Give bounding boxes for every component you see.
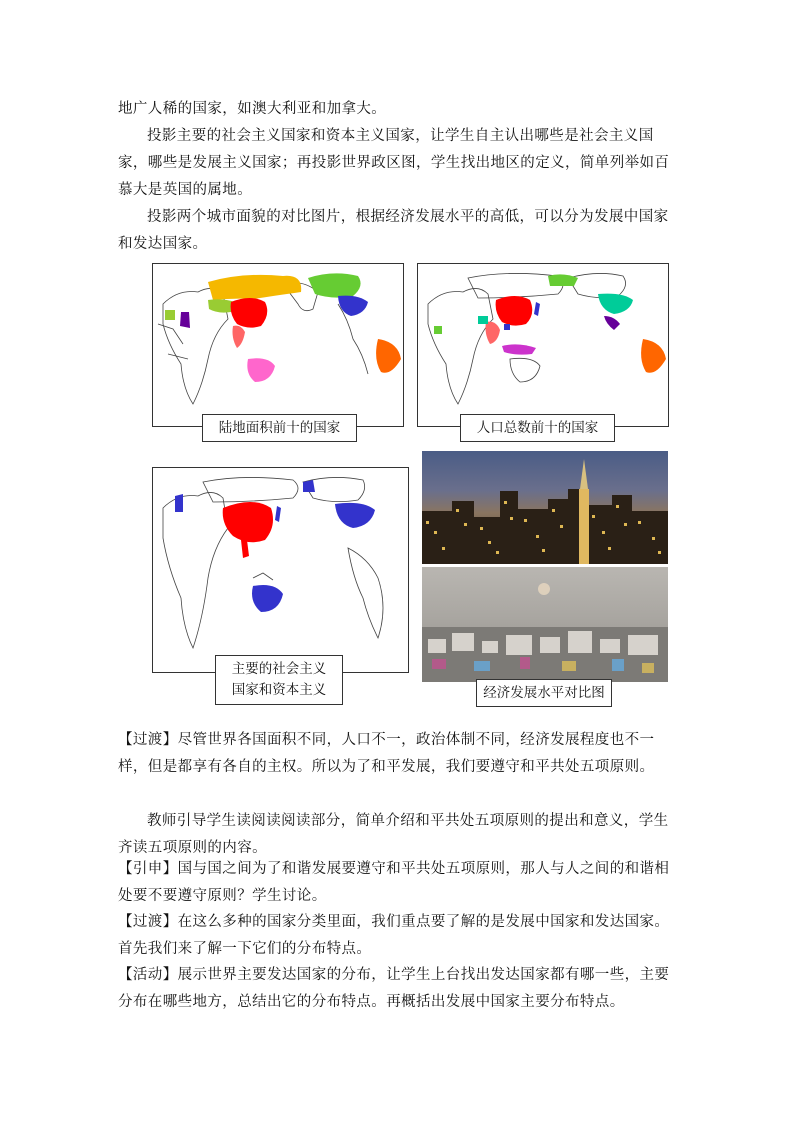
caption-political-line2: 国家和资本主义 — [231, 682, 327, 698]
japan-shape — [534, 302, 540, 316]
india-shape — [233, 326, 246, 348]
india-shape — [486, 322, 501, 344]
world-map-land-area — [153, 264, 403, 426]
caption-economic-comparison: 经济发展水平对比图 — [476, 679, 612, 707]
nigeria-shape — [434, 326, 442, 334]
caption-political-line1: 主要的社会主义 — [231, 661, 327, 677]
brazil-shape — [641, 339, 666, 373]
city-haze-skyline — [422, 567, 668, 682]
kazakh2-shape — [165, 310, 175, 320]
russia-shape — [548, 274, 578, 286]
map-political-systems — [152, 467, 409, 673]
japan-shape — [275, 506, 281, 522]
paragraph-3: 投影两个城市面貌的对比图片，根据经济发展水平的高低，可以分为发展中国家和发达国家。 — [118, 209, 669, 252]
caption-political-systems — [215, 655, 343, 705]
canada-shape — [308, 273, 361, 297]
usa-shape — [598, 294, 633, 314]
usa-shape — [338, 296, 368, 316]
russia-shape — [208, 275, 301, 300]
alaska-shape — [303, 480, 315, 492]
europe-capitalist-shape — [175, 494, 183, 512]
brazil-shape — [376, 339, 401, 373]
paragraph-transition-1: 【过渡】尽管世界各国面积不同，人口不一，政治体制不同，经济发展程度也不一样，但是都享有各自的主权。所以为了和平发展，我们要遵守和平共处五项原则。 — [118, 732, 655, 775]
photo-developed-city — [422, 451, 668, 564]
usa-shape — [335, 503, 375, 528]
vietnam-shape — [241, 540, 249, 558]
china-shape — [223, 502, 273, 542]
bangladesh-shape — [504, 324, 510, 330]
paragraph-extension: 【引申】国与国之间为了和谐发展要遵守和平共处五项原则，那人与人之间的和谐相处要不要遵守原则？学生讨论。 — [118, 861, 670, 904]
china-shape — [231, 298, 268, 328]
paragraph-teacher-guide: 教师引导学生读阅读阅读部分，简单介绍和平共处五项原则的提出和意义，学生齐读五项原则的内容。 — [118, 813, 669, 856]
paragraph-activity: 【活动】展示世界主要发达国家的分布，让学生上台找出发达国家都有哪一些，主要分布在哪些地方，总结出它的分布特点。再概括出发展中国家主要分布特点。 — [118, 967, 670, 1010]
pakistan-shape — [478, 316, 488, 324]
australia-shape — [247, 358, 275, 382]
caption-population: 人口总数前十的国家 — [460, 414, 615, 442]
mexico-shape — [604, 316, 620, 330]
paragraph-transition-2: 【过渡】在这么多种的国家分类里面，我们重点要了解的是发展中国家和发达国家。首先我们来了解一下它们的分布特点。 — [118, 914, 670, 957]
australia-shape — [252, 585, 283, 612]
city-night-skyline — [422, 451, 668, 564]
indonesia-shape — [502, 344, 536, 354]
paragraph-2: 投影主要的社会主义国家和资本主义国家，让学生自主认出哪些是社会主义国家，哪些是发展主义国家；再投影世界政区图，学生找出地区的定义，简单列举如百慕大是英国的属地。 — [118, 128, 670, 198]
world-map-political — [153, 468, 408, 672]
china-shape — [496, 296, 533, 326]
algeria-shape — [180, 312, 190, 328]
paragraph-1: 地广人稀的国家，如澳大利亚和加拿大。 — [118, 101, 387, 117]
photo-developing-city — [422, 567, 668, 682]
caption-land-area: 陆地面积前十的国家 — [202, 414, 357, 442]
world-map-population — [418, 264, 668, 426]
map-land-area — [152, 263, 404, 427]
map-population — [417, 263, 669, 427]
